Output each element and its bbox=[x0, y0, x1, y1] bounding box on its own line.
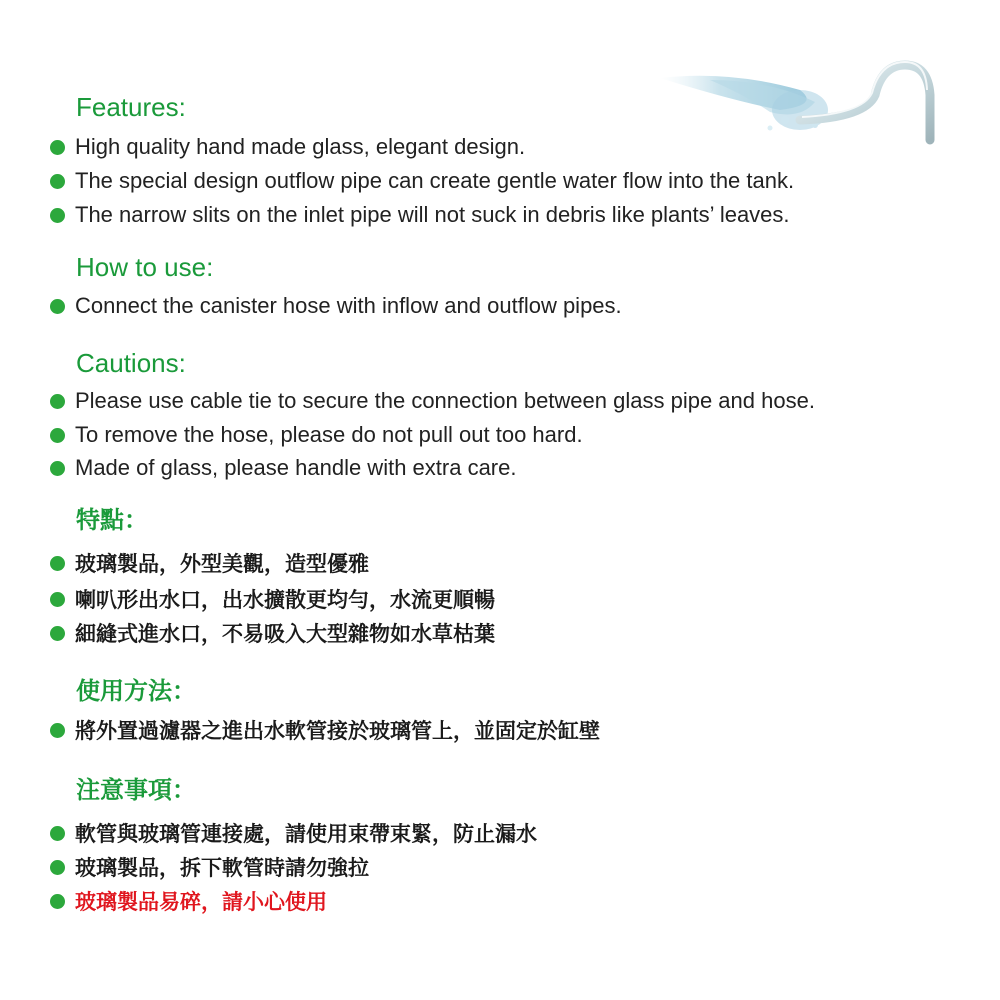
bullet-icon bbox=[50, 626, 65, 641]
bullet-icon bbox=[50, 428, 65, 443]
bullet-icon bbox=[50, 299, 65, 314]
cautions-item-text: Made of glass, please handle with extra care. bbox=[75, 455, 517, 480]
bullet-icon bbox=[50, 140, 65, 155]
bullet-icon bbox=[50, 894, 65, 909]
cautions-item bbox=[50, 455, 516, 481]
zh-cautions-item-warning bbox=[50, 888, 327, 914]
features-item bbox=[50, 168, 794, 194]
bullet-icon bbox=[50, 723, 65, 738]
zh-features-heading: 特點： bbox=[76, 506, 148, 534]
how-to-use-item-text: Connect the canister hose with inflow and outflow pipes. bbox=[75, 293, 622, 318]
bullet-icon bbox=[50, 592, 65, 607]
zh-how-to-use-item bbox=[50, 717, 600, 743]
cautions-item bbox=[50, 422, 583, 448]
zh-cautions-heading: 注意事項： bbox=[76, 776, 196, 804]
features-item-text: The special design outflow pipe can create gentle water flow into the tank. bbox=[75, 168, 795, 193]
features-item-text: High quality hand made glass, elegant design. bbox=[75, 134, 526, 159]
zh-cautions-item bbox=[50, 854, 369, 880]
bullet-icon bbox=[50, 174, 65, 189]
features-item bbox=[50, 202, 790, 228]
zh-features-item bbox=[50, 550, 369, 576]
bullet-icon bbox=[50, 394, 65, 409]
zh-cautions-item-text: 軟管與玻璃管連接處，請使用束帶束緊，防止漏水 bbox=[75, 822, 537, 846]
features-item-text: The narrow slits on the inlet pipe will not suck in debris like plants’ leaves. bbox=[75, 202, 790, 227]
cautions-item-text: To remove the hose, please do not pull out too hard. bbox=[75, 422, 583, 447]
bullet-icon bbox=[50, 826, 65, 841]
zh-cautions-warning-text: 玻璃製品易碎，請小心使用 bbox=[75, 890, 327, 914]
cautions-item-text: Please use cable tie to secure the connection between glass pipe and hose. bbox=[75, 388, 815, 413]
zh-how-to-use-heading: 使用方法： bbox=[76, 677, 196, 705]
zh-features-item bbox=[50, 620, 495, 646]
bullet-icon bbox=[50, 461, 65, 476]
zh-features-item-text: 玻璃製品，外型美觀，造型優雅 bbox=[75, 552, 369, 576]
zh-cautions-item bbox=[50, 820, 537, 846]
zh-features-item-text: 細縫式進水口，不易吸入大型雜物如水草枯葉 bbox=[75, 622, 495, 646]
bullet-icon bbox=[50, 208, 65, 223]
bullet-icon bbox=[50, 860, 65, 875]
zh-how-to-use-item-text: 將外置過濾器之進出水軟管接於玻璃管上，並固定於缸壁 bbox=[75, 719, 600, 743]
features-heading: Features: bbox=[76, 92, 186, 122]
cautions-heading: Cautions: bbox=[76, 348, 186, 378]
features-item bbox=[50, 134, 525, 160]
zh-features-item bbox=[50, 586, 495, 612]
zh-features-item-text: 喇叭形出水口，出水擴散更均勻，水流更順暢 bbox=[75, 588, 495, 612]
how-to-use-heading: How to use: bbox=[76, 252, 214, 282]
how-to-use-item bbox=[50, 293, 622, 319]
cautions-item bbox=[50, 388, 815, 414]
zh-cautions-item-text: 玻璃製品，拆下軟管時請勿強拉 bbox=[75, 856, 369, 880]
bullet-icon bbox=[50, 556, 65, 571]
